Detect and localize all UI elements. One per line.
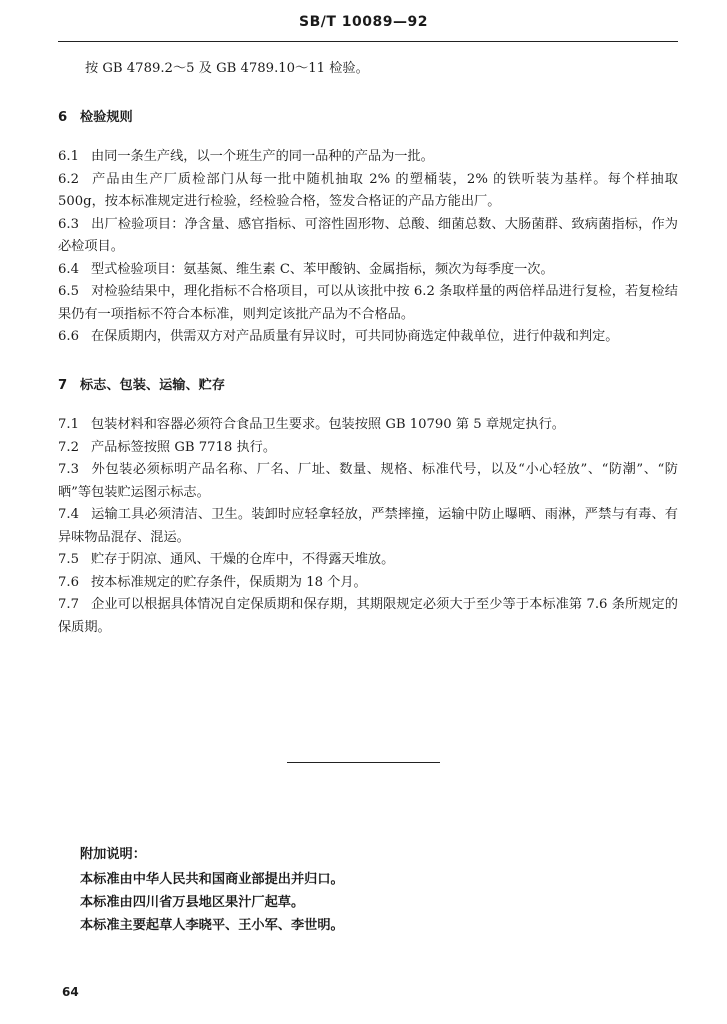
- section-6-title: 检验规则: [80, 109, 133, 125]
- notes-line: 本标准由四川省万县地区果汁厂起草。: [80, 895, 305, 910]
- clause-7-3: 7.3 外包装必须标明产品名称、厂名、厂址、数量、规格、标准代号，以及“小心轻放”、“防潮”、“防晒”等包装贮运图示标志。: [58, 462, 678, 500]
- clause-6-1: 6.1 由同一条生产线，以一个班生产的同一品种的产品为一批。: [58, 149, 434, 164]
- header-rule: [58, 41, 678, 42]
- clause-7-7: 7.7 企业可以根据具体情况自定保质期和保存期，其期限规定必须大于至少等于本标准第 7.6 条所规定的保质期。: [58, 597, 678, 635]
- clause-7-5: 7.5 贮存于阴凉、通风、干燥的仓库中，不得露天堆放。: [58, 552, 395, 567]
- section-7-heading: [58, 375, 678, 398]
- page-number: 64: [62, 985, 79, 999]
- section-6-number: 6: [58, 109, 68, 125]
- additional-notes: [80, 843, 344, 937]
- intro-line: 按 GB 4789.2～5 及 GB 4789.10～11 检验。: [85, 61, 369, 76]
- section-7-number: 7: [58, 377, 68, 393]
- clause-7-1: 7.1 包装材料和容器必须符合食品卫生要求。包装按照 GB 10790 第 5 章规定执行。: [58, 417, 565, 432]
- end-of-text-rule: [287, 762, 440, 763]
- clause-7-4: 7.4 运输工具必须清洁、卫生。装卸时应轻拿轻放，严禁摔撞，运输中防止曝晒、雨淋，严禁与有毒、有异味物品混存、混运。: [58, 507, 678, 545]
- clause-6-2: 6.2 产品由生产厂质检部门从每一批中随机抽取 2% 的塑桶装，2% 的铁听装为基样。每个样抽取 500g，按本标准规定进行检验，经检验合格，签发合格证的产品方能出厂。: [58, 171, 678, 209]
- clause-6-4: 6.4 型式检验项目：氨基氮、维生素 C、苯甲酸钠、金属指标，频次为每季度一次。: [58, 261, 554, 277]
- clause-6-6: 6.6 在保质期内，供需双方对产品质量有异议时，可共同协商选定仲裁单位，进行仲裁和判定。: [58, 329, 619, 344]
- clause-7-6: 7.6 按本标准规定的贮存条件，保质期为 18 个月。: [58, 574, 367, 590]
- section-7-title: 标志、包装、运输、贮存: [80, 377, 226, 393]
- notes-line: 本标准由中华人民共和国商业部提出并归口。: [80, 872, 344, 887]
- section-6-heading: [58, 107, 678, 130]
- clause-6-3: 6.3 出厂检验项目：净含量、感官指标、可溶性固形物、总酸、细菌总数、大肠菌群、致病菌指标，作为必检项目。: [58, 216, 678, 254]
- standard-code-header: SB/T 10089—92: [299, 14, 428, 30]
- notes-line: 本标准主要起草人李晓平、王小军、李世明。: [80, 918, 344, 933]
- clause-6-5: 6.5 对检验结果中，理化指标不合格项目，可以从该批中按 6.2 条取样量的两倍样品进行复检，若复检结果仍有一项指标不符合本标准，则判定该批产品为不合格品。: [58, 284, 678, 322]
- notes-title: 附加说明：: [80, 847, 146, 862]
- document-body: [58, 58, 678, 639]
- clause-7-2: 7.2 产品标签按照 GB 7718 执行。: [58, 439, 277, 455]
